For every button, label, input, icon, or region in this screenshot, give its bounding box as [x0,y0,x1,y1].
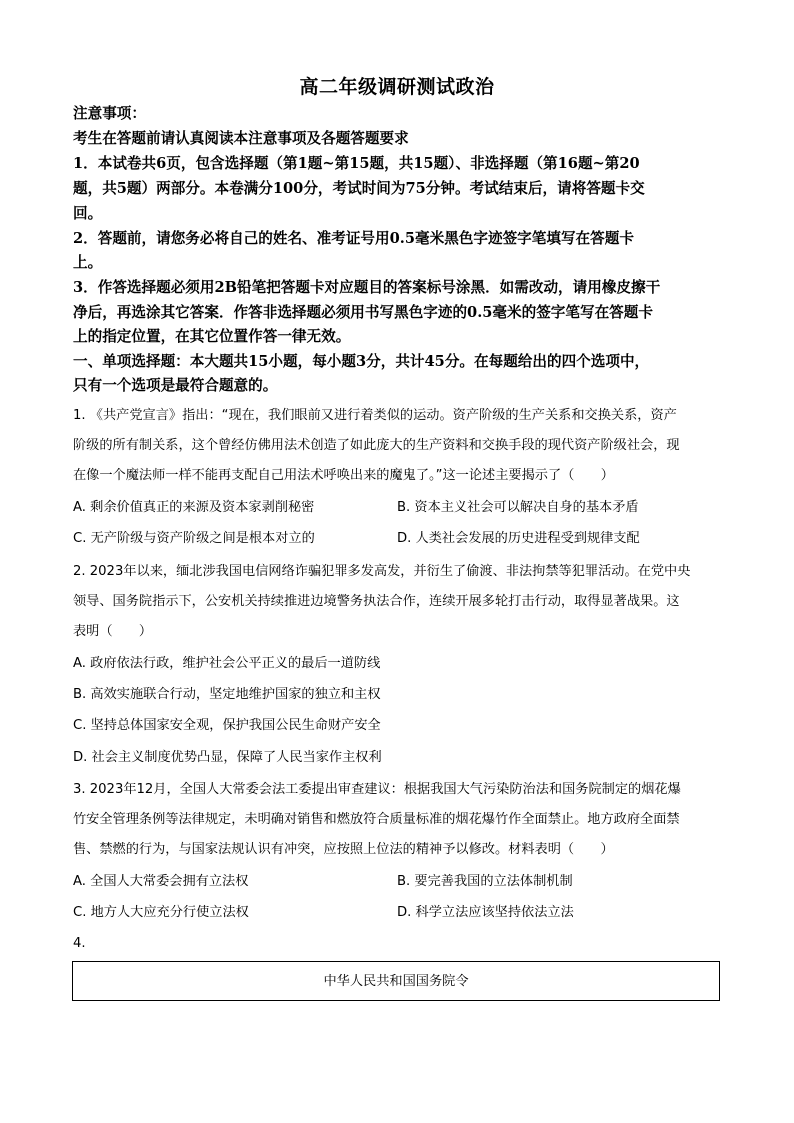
notice-item-1-line-1: 1．本试卷共6页，包含选择题（第1题~第15题，共15题）、非选择题（第16题~第20 [73,155,640,172]
notice-item-1-line-3: 回。 [73,205,103,222]
notice-item-3-line-3: 上的指定位置，在其它位置作答一律无效。 [73,328,351,345]
q2-option-a: A. 政府依法行政，维护社会公平正义的最后一道防线 [73,656,381,671]
q1-stem-line-3: 在像一个魔法师一样不能再支配自己用法术呼唤出来的魔鬼了。”这一论述主要揭示了（ ） [73,468,614,483]
q1-option-c: C. 无产阶级与资产阶级之间是根本对立的 [73,531,315,546]
q4-box-title: 中华人民共和国国务院令 [323,974,469,989]
notice-item-3-line-1: 3．作答选择题必须用2B铅笔把答题卡对应题目的答案标号涂黑．如需改动，请用橡皮擦干 [73,279,661,296]
q1-stem-line-2: 阶级的所有制关系，这个曾经仿佛用法术创造了如此庞大的生产资料和交换手段的现代资产阶级社会，现 [73,438,680,453]
section-heading-line-1: 一、单项选择题：本大题共15小题，每小题3分，共计45分。在每题给出的四个选项中， [73,353,650,370]
q3-stem-line-3: 售、禁燃的行为，与国家法规认识有冲突，应按照上位法的精神予以修改。材料表明（ ） [73,842,614,857]
q3-option-d: D. 科学立法应该坚持依法立法 [397,905,574,920]
q1-option-b: B. 资本主义社会可以解决自身的基本矛盾 [397,500,639,515]
q3-option-b: B. 要完善我国的立法体制机制 [397,874,573,889]
q2-stem-line-1: 2. 2023年以来，缅北涉我国电信网络诈骗犯罪多发高发，并衍生了偷渡、非法拘禁等犯罪活动。在党中央 [73,564,691,579]
q3-stem-line-2: 竹安全管理条例等法律规定，未明确对销售和燃放符合质量标准的烟花爆竹作全面禁止。地方政府全面禁 [73,812,680,827]
notice-item-3-line-2: 净后，再选涂其它答案．作答非选择题必须用书写黑色字迹的0.5毫米的签字笔写在答题卡 [73,304,653,321]
q2-option-b: B. 高效实施联合行动，坚定地维护国家的独立和主权 [73,687,381,702]
page-title: 高二年级调研测试政治 [299,76,495,98]
notice-heading: 注意事项： [73,105,146,122]
notice-item-2-line-2: 上。 [73,254,103,271]
q3-option-c: C. 地方人大应充分行使立法权 [73,905,249,920]
q4-number: 4. [73,936,86,951]
q2-stem-line-2: 领导、国务院指示下，公安机关持续推进边境警务执法合作，连续开展多轮打击行动，取得显著战果。这 [73,594,680,609]
q1-option-a: A. 剩余价值真正的来源及资本家剥削秘密 [73,500,315,515]
section-heading-line-2: 只有一个选项是最符合题意的。 [73,377,278,394]
q1-stem-line-1: 1. 《共产党宣言》指出：“现在，我们眼前又进行着类似的运动。资产阶级的生产关系和交换关系，资产 [73,408,677,423]
q3-option-a: A. 全国人大常委会拥有立法权 [73,874,249,889]
q2-option-c: C. 坚持总体国家安全观，保护我国公民生命财产安全 [73,718,381,733]
q3-stem-line-1: 3. 2023年12月，全国人大常委会法工委提出审查建议：根据我国大气污染防治法和国务院制定的烟花爆 [73,782,681,797]
q2-option-d: D. 社会主义制度优势凸显，保障了人民当家作主权利 [73,750,382,765]
q1-option-d: D. 人类社会发展的历史进程受到规律支配 [397,531,640,546]
notice-intro: 考生在答题前请认真阅读本注意事项及各题答题要求 [73,130,409,147]
notice-item-2-line-1: 2．答题前，请您务必将自己的姓名、准考证号用0.5毫米黑色字迹签字笔填写在答题卡 [73,230,634,247]
notice-item-1-line-2: 题，共5题）两部分。本卷满分100分，考试时间为75分钟。考试结束后，请将答题卡交 [73,180,645,197]
q2-stem-line-3: 表明（ ） [73,624,153,639]
q4-material-box [72,961,720,1001]
